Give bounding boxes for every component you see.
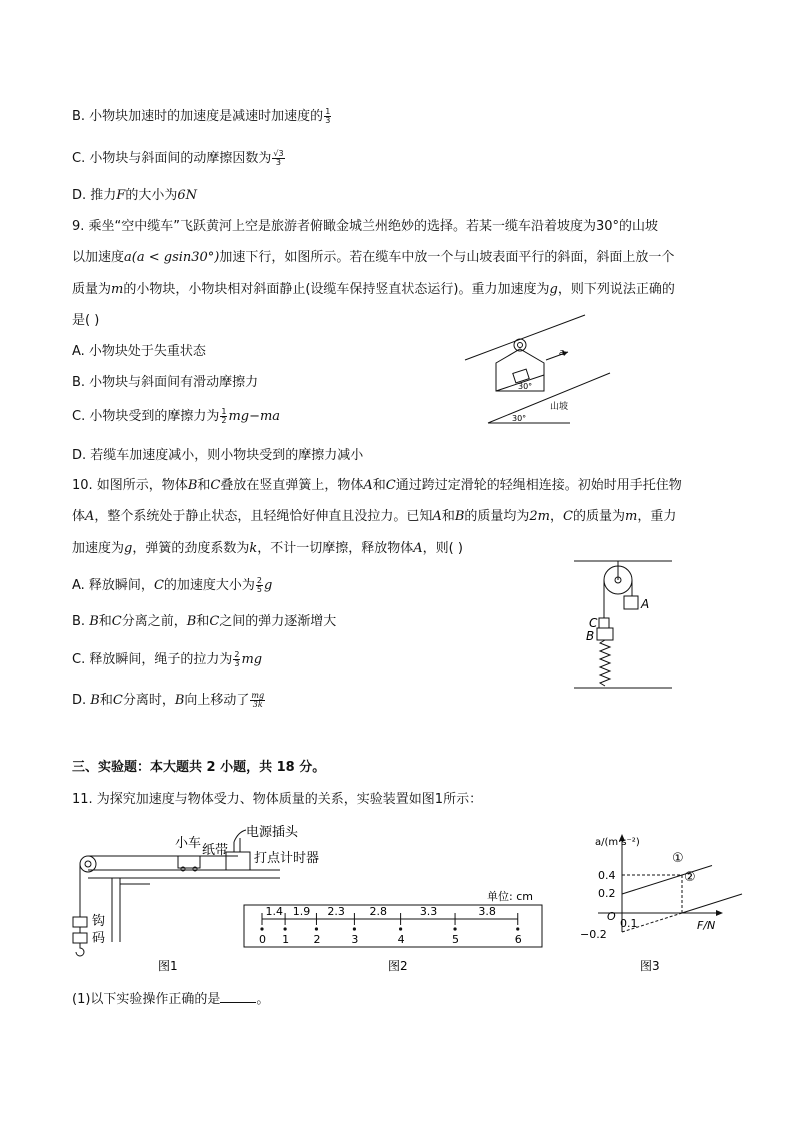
q11-stem: 11. 为探究加速度与物体受力、物体质量的关系，实验装置如图1所示： — [72, 792, 483, 807]
q11-part-1: (1)以下实验操作正确的是 。 — [72, 992, 270, 1007]
q10-option-d: D. B和C分离时，B向上移动了 $\frac{mg}{3k}$ — [72, 691, 265, 709]
series-2-label: ② — [684, 870, 696, 885]
tape-segment-label: 1.4 — [265, 905, 284, 918]
q9-cable-car-figure — [460, 305, 620, 430]
tape-point-label: 0 — [259, 933, 266, 946]
q9-stem-line-1: 9. 乘坐“空中缆车”飞跃黄河上空是旅游者俯瞰金城兰州绝妙的选择。若某一缆车沿着坡度为30°的山坡 — [72, 219, 659, 234]
tape-point-label: 6 — [514, 933, 522, 946]
cart-label: 小车 — [175, 836, 202, 851]
tape-dot — [399, 927, 402, 930]
accel-label: a — [559, 348, 565, 358]
tape-label: 纸带 — [202, 843, 229, 858]
q10-stem-line-1: 10. 如图所示，物体B和C叠放在竖直弹簧上，物体A和C通过跨过定滑轮的轻绳相连接。初始时用手托住物 — [72, 478, 682, 493]
fraction: $\frac{1}{3}$ — [325, 107, 331, 125]
tape-dot — [353, 927, 356, 930]
q10-pulley-figure — [572, 558, 682, 693]
y-tick-0-4: 0.4 — [598, 869, 616, 882]
q8-option-c: C. 小物块与斜面间的动摩擦因数为 $\frac{√3}{3}$ — [72, 149, 284, 167]
figure-1-caption: 图1 — [158, 959, 178, 973]
tape-segment-label: 3.8 — [478, 905, 496, 918]
hook-label-2: 码 — [92, 931, 106, 946]
tape-segment-label: 2.3 — [327, 905, 345, 918]
power-plug-label: 电源插头 — [246, 825, 299, 840]
x-axis-label: F/N — [697, 919, 716, 932]
label-c: C — [589, 616, 598, 630]
q9-option-b: B. 小物块与斜面间有滑动摩擦力 — [72, 375, 259, 390]
tape-point-label: 2 — [313, 933, 321, 946]
series-1-label: ① — [672, 851, 684, 866]
figure-2-tape — [240, 885, 550, 975]
q9-option-a: A. 小物块处于失重状态 — [72, 344, 206, 359]
q10-stem-line-3: 加速度为g，弹簧的劲度系数为k，不计一切摩擦，释放物体A，则( ) — [72, 541, 463, 556]
tape-point-label: 5 — [452, 933, 460, 946]
tape-point-label: 1 — [282, 933, 290, 946]
q9-option-d: D. 若缆车加速度减小，则小物块受到的摩擦力减小 — [72, 448, 364, 463]
q8-option-d: D. 推力F的大小为6N — [72, 188, 197, 203]
q10-option-b: B. B和C分离之前，B和C之间的弹力逐渐增大 — [72, 614, 337, 629]
tape-dot — [260, 927, 263, 930]
tape-dot — [516, 927, 519, 930]
figure-3-graph — [560, 832, 735, 974]
tape-point-label: 4 — [397, 933, 405, 946]
tape-dot — [453, 927, 456, 930]
timer-label: 打点计时器 — [254, 851, 320, 866]
q10-option-c: C. 释放瞬间，绳子的拉力为 $\frac{2}{3}$ mg — [72, 650, 263, 668]
y-tick-0-2: 0.2 — [598, 887, 616, 900]
answer-blank[interactable] — [220, 990, 256, 1003]
x-tick-0-1: 0.1 — [620, 917, 638, 930]
series-1-line — [622, 866, 712, 895]
fraction: $\frac{1}{2}$ — [221, 407, 227, 425]
label-a: A — [641, 597, 650, 611]
q9-stem-line-3: 质量为m的小物块，小物块相对斜面静止(设缆车保持竖直状态运行)。重力加速度为g，则下列说法正确的 — [72, 282, 675, 297]
fraction: $\frac{√3}{3}$ — [273, 149, 284, 167]
tape-point-label: 3 — [351, 933, 359, 946]
fraction: $\frac{mg}{3k}$ — [251, 691, 265, 709]
slope-label: 山坡 — [550, 402, 569, 412]
angle-label-top: 30° — [518, 382, 533, 391]
label-b: B — [586, 629, 595, 643]
figure-3-caption: 图3 — [640, 959, 660, 973]
y-axis-label: a/(m·s⁻²) — [595, 837, 640, 848]
q9-stem-line-2: 以加速度a(a < gsin30°)加速下行，如图所示。若在缆车中放一个与山坡表面平行的斜面，斜面上放一个 — [72, 250, 675, 265]
q8-option-b: B. 小物块加速时的加速度是减速时加速度的 $\frac{1}{3}$ — [72, 107, 331, 125]
q9-stem-line-4: 是( ) — [72, 313, 100, 328]
tape-dot — [315, 927, 318, 930]
series-2-line — [682, 894, 742, 913]
tape-segment-label: 3.3 — [419, 905, 438, 918]
fraction: $\frac{2}{5}$ — [256, 576, 262, 594]
q10-stem-line-2: 体A，整个系统处于静止状态，且轻绳恰好伸直且没拉力。已知A和B的质量均为2m，C的质量为m，重力 — [72, 509, 677, 524]
q9-option-c: C. 小物块受到的摩擦力为 $\frac{1}{2}$ mg−ma — [72, 407, 281, 425]
tape-segment-label: 1.9 — [292, 905, 311, 918]
tape-segment-label: 2.8 — [369, 905, 387, 918]
figure-2-caption: 图2 — [388, 959, 408, 973]
origin-label: O — [607, 910, 616, 923]
fraction: $\frac{2}{3}$ — [234, 650, 240, 668]
q10-option-a: A. 释放瞬间，C的加速度大小为 $\frac{2}{5}$ g — [72, 576, 273, 594]
angle-label-bottom: 30° — [512, 414, 527, 423]
y-tick-neg-0-2: −0.2 — [580, 928, 607, 941]
section-3-title: 三、实验题：本大题共 2 小题，共 18 分。 — [72, 760, 326, 775]
tape-dot — [284, 927, 287, 930]
unit-label: 单位: cm — [487, 890, 533, 903]
hook-label-1: 钩 — [92, 914, 106, 929]
